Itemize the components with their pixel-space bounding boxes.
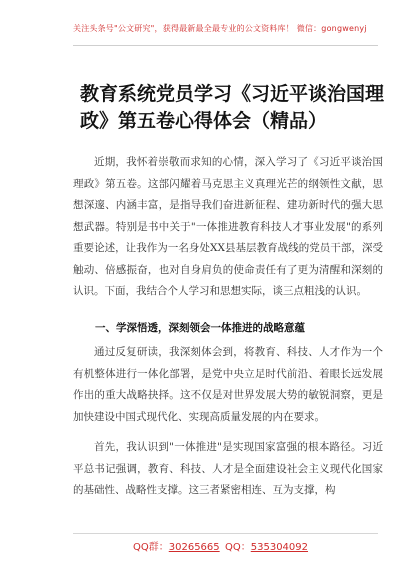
footer-qq-group-number[interactable]: 30265665 <box>168 542 220 553</box>
document-title <box>80 81 385 135</box>
header-divider <box>73 45 378 46</box>
footer-qq-number[interactable]: 535304092 <box>250 542 309 553</box>
footer-qq-contact <box>225 538 308 553</box>
footer-qq-group <box>133 538 220 553</box>
section-heading-1: 一、学深悟透，深刻领会一体推进的战略意蕴 <box>95 322 305 334</box>
title-line-2: 政》第五卷心得体会（精品） <box>80 110 328 132</box>
paragraph-section1-b: 首先，我认识到"一体推进"是实现国家富强的根本路径。习近平总书记强调，教育、科技、人才是全面建设社会主义现代化国家的基础性、战略性支撑。这三者紧密相连、互为支撑，构 <box>73 441 383 496</box>
footer-qq-group-label: QQ群： <box>133 542 169 553</box>
footer-divider <box>73 533 378 534</box>
footer-qq-label: QQ： <box>225 542 251 553</box>
paragraph-intro: 近期，我怀着崇敬而求知的心情，深入学习了《习近平谈治国理政》第五卷。这部闪耀着马克思主义真理光芒的纲领性文献，思想深邃、内涵丰富，是指导我们奋进新征程、建功新时代的强大思想武器。特别是书中关于"一体推进教育科技人才事业发展"的系列重要论述，让我作为一名身处XX县基层教育战线的党员干部，深受触动、倍感振奋，也对自身肩负的使命责任有了更为清醒和深刻的认识。下面，我结合个人学习和思想实际，谈三点粗浅的认识。 <box>73 156 383 297</box>
paragraph-section1-a: 通过反复研读，我深刻体会到，将教育、科技、人才作为一个有机整体进行一体化部署，是党中央立足时代前沿、着眼长远发展作出的重大战略抉择。这不仅是对世界发展大势的敏锐洞察，更是加快建设中国式现代化、实现高质量发展的内在要求。 <box>73 346 383 423</box>
title-line-1: 教育系统党员学习《习近平谈治国理 <box>80 83 385 105</box>
header-promo-text: 关注头条号"公文研究"，获得最新最全最专业的公文资料库！ 微信：gongwenyj <box>73 24 367 33</box>
